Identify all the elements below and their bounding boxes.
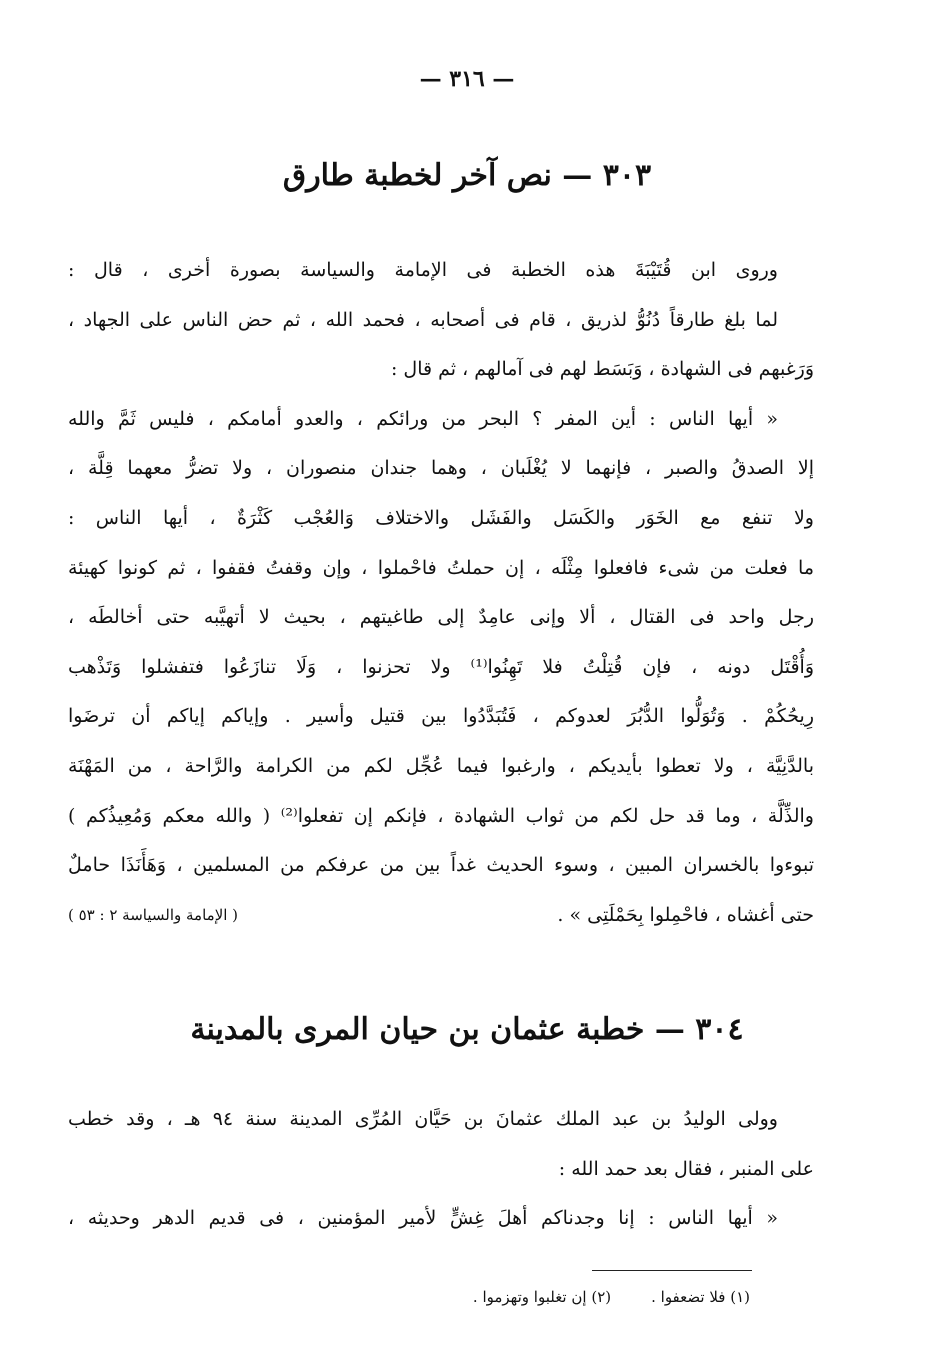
- body-line: « أيها الناس : إنا وجدناكم أهلَ غِشٍّ لأمير المؤمنين ، فى قديم الدهر وحديثه ،: [68, 1207, 778, 1230]
- body-line: ما فعلت من شىء فافعلوا مِثْلَه ، إن حملتُ فاحْملوا ، وإن وقفتُ فقفوا ، ثم كونوا كهيئة: [68, 556, 814, 579]
- footnote-divider: [592, 1270, 752, 1271]
- section-304-body: [68, 1095, 814, 1244]
- footnote-2: (٢) إن تغلبوا وتهزموا .: [472, 1288, 612, 1306]
- body-line: بالدَّنِيَّة ، ولا تعطوا بأيديكم ، وارغبوا فيما عُجِّل لكم من الكرامة والرَّاحة ، من المَهْنَة: [68, 754, 814, 777]
- page-number: — ٣١٦ —: [419, 66, 515, 92]
- body-line: لما بلغ طارقاً دُنُوُّ لذريق ، قام فى أصحابه ، فحمد الله ، ثم حض الناس على الجهاد ،: [68, 308, 778, 331]
- footnote-1: (١) فلا تضعفوا .: [651, 1288, 750, 1306]
- body-line: وَرَغبهم فى الشهادة ، وَبَسَط لهم فى آمالهم ، ثم قال :: [390, 358, 814, 381]
- body-line: وولى الوليدُ بن عبد الملك عثمانَ بن حَيَّان المُرِّى المدينة سنة ٩٤ هـ ، وقد خطب: [68, 1108, 778, 1130]
- body-line: وَأُقْتَل دونه ، فإن قُتِلْتُ فلا تَهِنُوا⁽¹⁾ ولا تحزنوا ، وَلَا تنازَعُوا فتفشلوا وَتَذْهب: [68, 655, 814, 678]
- source-citation: ( الإمامة والسياسة ٢ : ٥٣ ): [68, 905, 239, 924]
- body-line-end: حتى أغشاه ، فاحْمِلوا بِحَمْلَتِى » .: [557, 903, 814, 926]
- body-line: وروى ابن قُتَيْبَةَ هذه الخطبة فى الإمامة والسياسة بصورة أخرى ، قال :: [68, 259, 778, 281]
- section-heading-304: ٣٠٤ — خطبة عثمان بن حيان المرى بالمدينة: [190, 1012, 744, 1047]
- body-line: تبوءوا بالخسران المبين ، وسوء الحديث غداً بين من عرفكم من المسلمين ، وَهَأَنَذَا حاملٌ: [68, 854, 814, 877]
- section-heading-303: ٣٠٣ — نص آخر لخطبة طارق: [282, 158, 652, 193]
- body-line: رِيحُكُمْ . وَتُوَلُّوا الدُّبُرَ لعدوكم ، فَتُبَدَّدُوا بين قتيل وأسير . وإياكم إياكم أن ترضَوا: [68, 705, 814, 728]
- closing-line: [68, 891, 814, 941]
- body-line: والذِّلَّة ، وما قد حل لكم من ثواب الشهادة ، فإنكم إن تفعلوا⁽²⁾ ( والله معكم وَمُعِيذُكم ): [68, 804, 814, 827]
- body-line: رجل واحد فى القتال ، ألا وإنى عامِدٌ إلى طاغيتهم ، بحيث لا أتهيَّبه حتى أخالطَه ،: [68, 606, 814, 629]
- section-303-body: [68, 246, 814, 940]
- body-line: على المنبر ، فقال بعد حمد الله :: [558, 1157, 814, 1180]
- body-line: ولا تنفع مع الخَوَر والكَسَل والفَشَل والاختلاف وَالعُجْب كَثْرَةٌ ، أيها الناس :: [68, 506, 814, 529]
- body-line: « أيها الناس : أين المفر ؟ البحر من ورائكم ، والعدو أمامكم ، فليس ثَمَّ والله: [68, 407, 778, 430]
- footnotes: [300, 1288, 750, 1306]
- body-line: إلا الصدقُ والصبر ، فإنهما لا يُغْلَبان ، وهما جندان منصوران ، ولا تضرُّ معهما قِلَّة ،: [68, 457, 814, 480]
